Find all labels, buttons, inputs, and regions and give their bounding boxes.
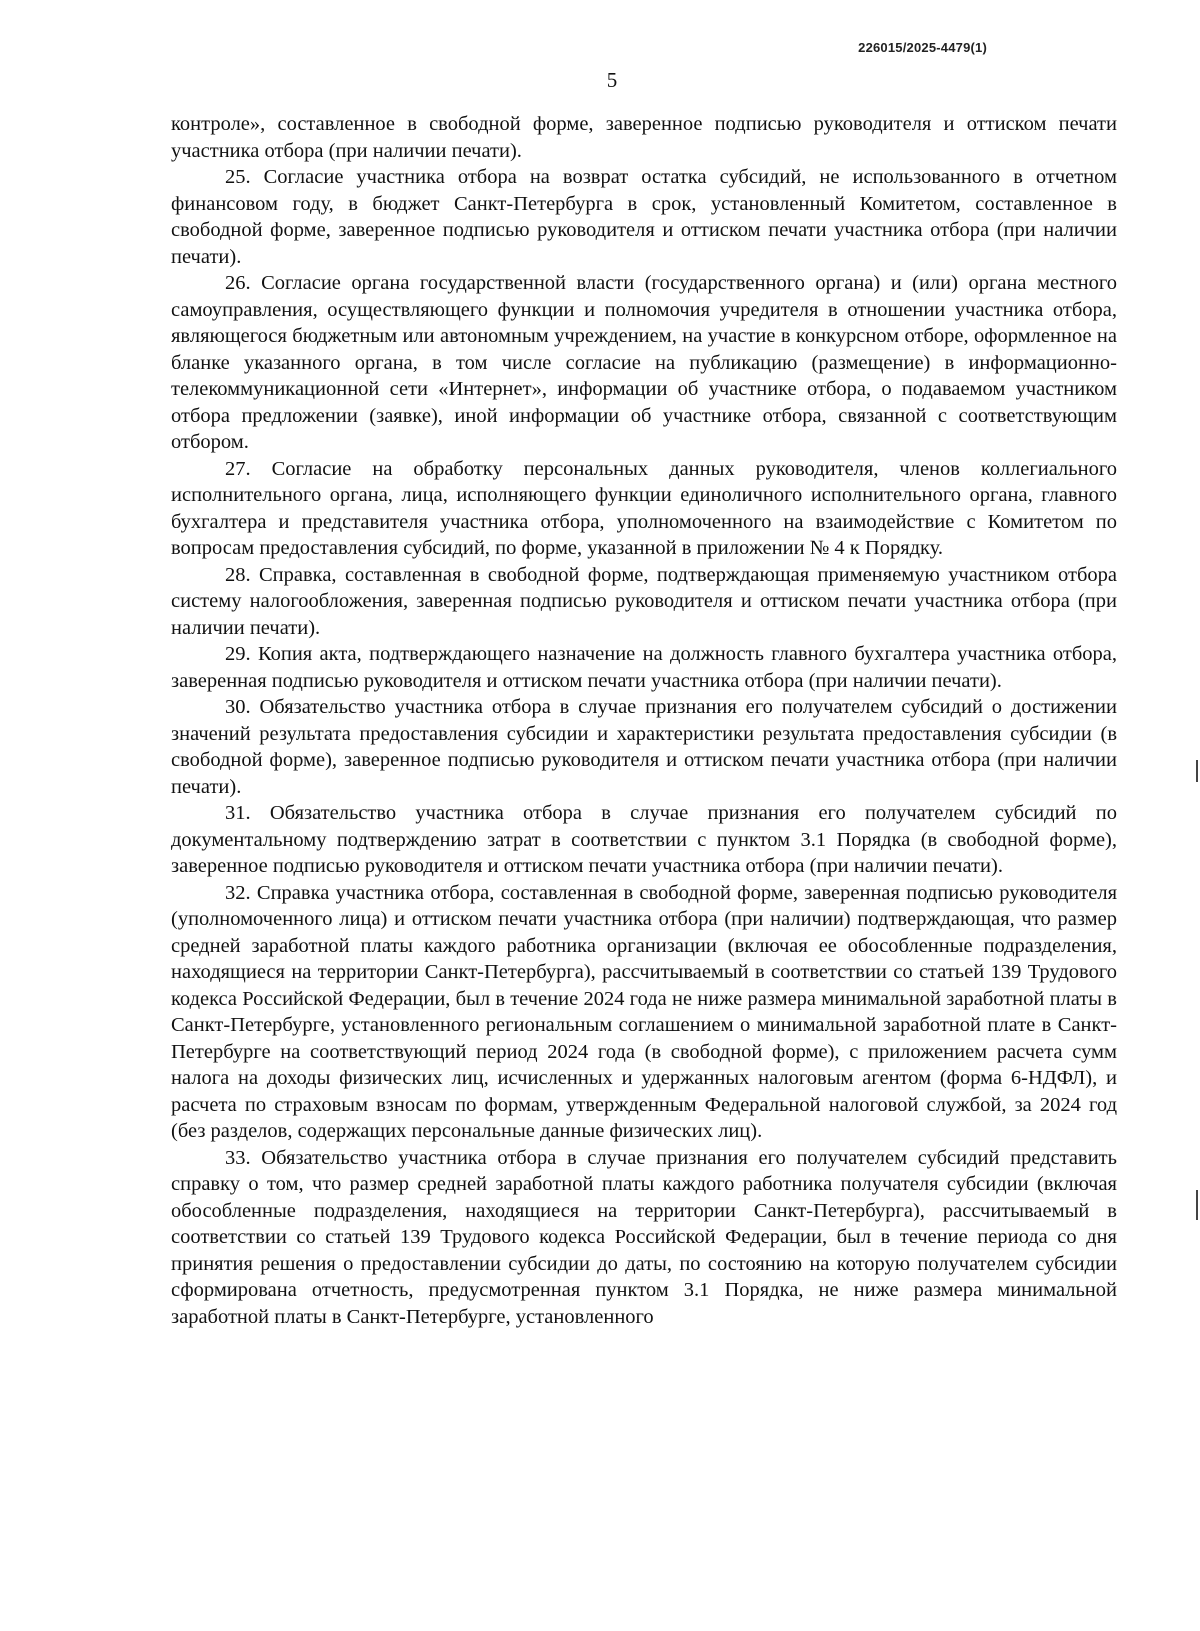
document-registration-number: 226015/2025-4479(1) [858,40,987,55]
scan-edge-marks [1192,0,1200,1631]
paragraph-item-29: 29. Копия акта, подтверждающего назначение на должность главного бухгалтера участника отбора, заверенная подписью руководителя и оттиском печати участника отбора (при наличии печати). [171,643,1117,692]
paragraph-item-33: 33. Обязательство участника отбора в случае признания его получателем субсидий представить справку о том, что размер средней заработной платы каждого работника получателя субсидии (включая обособленные подразделения, находящиеся на территории Санкт-Петербурга), рассчитываемый в соответствии со статьей 139 Трудового кодекса Российской Федерации, был в течение периода со дня принятия решения о предоставлении субсидии до даты, по состоянию на которую получателем субсидии сформирована отчетность, предусмотренная пунктом 3.1 Порядка, не ниже размера минимальной заработной платы в Санкт-Петербурге, установленного [171,1146,1117,1328]
paragraph-item-25: 25. Согласие участника отбора на возврат остатка субсидий, не использованного в отчетном финансовом году, в бюджет Санкт-Петербурга в срок, установленный Комитетом, составленное в свободной форме, заверенное подписью руководителя и оттиском печати участника отбора (при наличии печати). [171,166,1117,268]
scan-edge-mark [1196,1190,1198,1220]
paragraph-item-30: 30. Обязательство участника отбора в случае признания его получателем субсидий о достижении значений результата предоставления субсидии и характеристики результата предоставления субсидии (в свободной форме), заверенное подписью руководителя и оттиском печати участника отбора (при наличии печати). [171,696,1117,798]
paragraph-item-28: 28. Справка, составленная в свободной форме, подтверждающая применяемую участником отбора систему налогообложения, заверенная подписью руководителя и оттиском печати участника отбора (при наличии печати). [171,563,1117,639]
scan-edge-mark [1196,760,1198,782]
paragraph-continuation: контроле», составленное в свободной форме, заверенное подписью руководителя и оттиском печати участника отбора (при наличии печати). [171,113,1117,162]
page-number: 5 [606,68,618,92]
paragraph-item-32: 32. Справка участника отбора, составленная в свободной форме, заверенная подписью руководителя (уполномоченного лица) и оттиском печати участника отбора (при наличии) подтверждающая, что размер средней заработной платы каждого работника организации (включая ее обособленные подразделения, находящиеся на территории Санкт-Петербурга), рассчитываемый в соответствии со статьей 139 Трудового кодекса Российской Федерации, был в течение 2024 года не ниже размера минимальной заработной платы в Санкт-Петербурге, установленного региональным соглашением о минимальной заработной плате в Санкт-Петербурге на соответствующий период 2024 года (в свободной форме), с приложением расчета сумм налога на доходы физических лиц, исчисленных и удержанных налоговым агентом (форма 6-НДФЛ), и расчета по страховым взносам по формам, утвержденным Федеральной налоговой службой, за 2024 год (без разделов, содержащих персональные данные физических лиц). [171,881,1117,1142]
document-body [171,111,1117,1330]
paragraph-item-31: 31. Обязательство участника отбора в случае признания его получателем субсидий по документальному подтверждению затрат в соответствии с пунктом 3.1 Порядка (в свободной форме), заверенное подписью руководителя и оттиском печати участника отбора (при наличии печати). [171,802,1117,877]
paragraph-item-26: 26. Согласие органа государственной власти (государственного органа) и (или) органа местного самоуправления, осуществляющего функции и полномочия учредителя в отношении участника отбора, являющегося бюджетным или автономным учреждением, на участие в конкурсном отборе, оформленное на бланке указанного органа, в том числе согласие на публикацию (размещение) в информационно-телекоммуникационной сети «Интернет», информации об участнике отбора, о подаваемом участником отбора предложении (заявке), иной информации об участнике отбора, связанной с соответствующим отбором. [171,272,1117,453]
paragraph-item-27: 27. Согласие на обработку персональных данных руководителя, членов коллегиального исполнительного органа, лица, исполняющего функции единоличного исполнительного органа, главного бухгалтера и представителя участника отбора, уполномоченного на взаимодействие с Комитетом по вопросам предоставления субсидий, по форме, указанной в приложении № 4 к Порядку. [171,457,1117,559]
